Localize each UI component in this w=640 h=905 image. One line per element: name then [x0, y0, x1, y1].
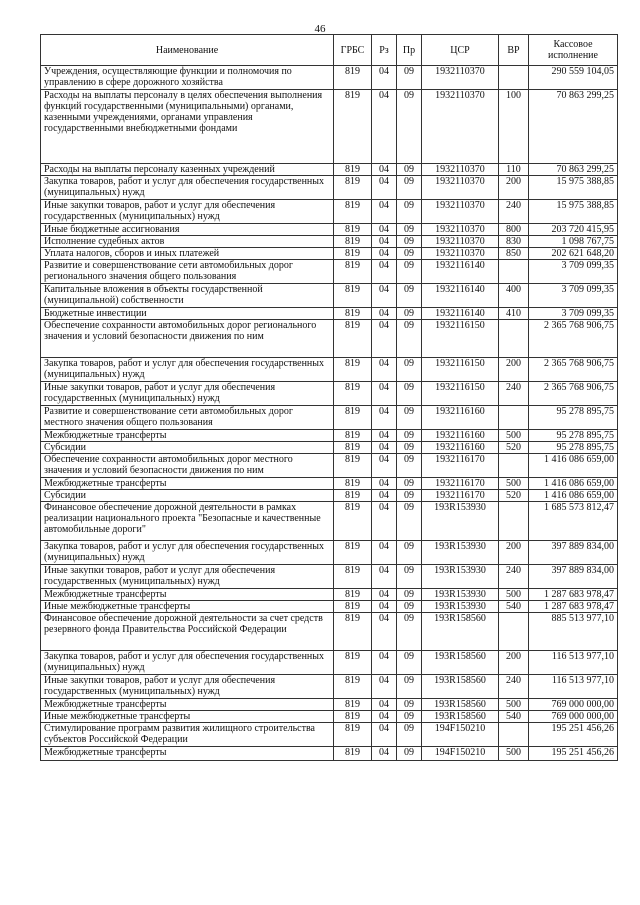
cell-csr: 194F150210 [422, 723, 499, 747]
cell-name: Межбюджетные трансферты [41, 699, 334, 711]
cell-csr: 193R158560 [422, 675, 499, 699]
cell-vr [499, 260, 529, 284]
column-header-pr: Пр [397, 35, 422, 66]
table-row [41, 248, 618, 260]
cell-amount: 1 287 683 978,47 [529, 601, 618, 613]
cell-rz: 04 [372, 200, 397, 224]
cell-csr: 1932116160 [422, 430, 499, 442]
cell-pr: 09 [397, 176, 422, 200]
cell-grbs: 819 [334, 478, 372, 490]
cell-rz: 04 [372, 248, 397, 260]
cell-amount: 203 720 415,95 [529, 224, 618, 236]
cell-pr: 09 [397, 90, 422, 164]
table-row [41, 406, 618, 430]
cell-vr: 540 [499, 601, 529, 613]
table-row [41, 224, 618, 236]
table-row [41, 601, 618, 613]
cell-amount: 1 416 086 659,00 [529, 454, 618, 478]
table-row [41, 90, 618, 164]
cell-amount: 15 975 388,85 [529, 176, 618, 200]
cell-name: Межбюджетные трансферты [41, 747, 334, 761]
cell-name: Расходы на выплаты персоналу казенных учреждений [41, 164, 334, 176]
table-row [41, 284, 618, 308]
cell-csr: 1932116140 [422, 308, 499, 320]
cell-grbs: 819 [334, 320, 372, 358]
cell-csr: 1932116160 [422, 442, 499, 454]
cell-grbs: 819 [334, 675, 372, 699]
cell-name: Межбюджетные трансферты [41, 478, 334, 490]
cell-rz: 04 [372, 224, 397, 236]
table-row [41, 164, 618, 176]
table-row [41, 200, 618, 224]
cell-pr: 09 [397, 711, 422, 723]
cell-name: Иные бюджетные ассигнования [41, 224, 334, 236]
cell-name: Уплата налогов, сборов и иных платежей [41, 248, 334, 260]
cell-rz: 04 [372, 601, 397, 613]
cell-pr: 09 [397, 675, 422, 699]
cell-grbs: 819 [334, 699, 372, 711]
cell-grbs: 819 [334, 430, 372, 442]
cell-grbs: 819 [334, 565, 372, 589]
table-row [41, 430, 618, 442]
cell-pr: 09 [397, 236, 422, 248]
cell-grbs: 819 [334, 200, 372, 224]
cell-amount: 1 416 086 659,00 [529, 478, 618, 490]
cell-grbs: 819 [334, 723, 372, 747]
cell-csr: 1932116150 [422, 382, 499, 406]
cell-pr: 09 [397, 430, 422, 442]
cell-csr: 193R158560 [422, 711, 499, 723]
cell-name: Закупка товаров, работ и услуг для обеспечения государственных (муниципальных) нужд [41, 651, 334, 675]
cell-rz: 04 [372, 430, 397, 442]
cell-grbs: 819 [334, 66, 372, 90]
table-row [41, 675, 618, 699]
cell-amount: 397 889 834,00 [529, 565, 618, 589]
cell-rz: 04 [372, 66, 397, 90]
cell-vr: 500 [499, 699, 529, 711]
table-row [41, 478, 618, 490]
cell-name: Развитие и совершенствование сети автомобильных дорог регионального значения общего пользования [41, 260, 334, 284]
cell-amount: 95 278 895,75 [529, 442, 618, 454]
cell-csr: 1932110370 [422, 90, 499, 164]
cell-vr: 240 [499, 382, 529, 406]
table-row [41, 747, 618, 761]
table-row [41, 260, 618, 284]
cell-grbs: 819 [334, 711, 372, 723]
cell-name: Иные закупки товаров, работ и услуг для обеспечения государственных (муниципальных) нужд [41, 565, 334, 589]
cell-name: Капитальные вложения в объекты государственной (муниципальной) собственности [41, 284, 334, 308]
cell-csr: 193R153930 [422, 565, 499, 589]
cell-pr: 09 [397, 478, 422, 490]
cell-csr: 1932116140 [422, 284, 499, 308]
column-header-csr: ЦСР [422, 35, 499, 66]
cell-rz: 04 [372, 406, 397, 430]
cell-amount: 1 098 767,75 [529, 236, 618, 248]
cell-vr [499, 613, 529, 651]
cell-amount: 3 709 099,35 [529, 308, 618, 320]
cell-vr: 410 [499, 308, 529, 320]
cell-pr: 09 [397, 589, 422, 601]
cell-name: Межбюджетные трансферты [41, 589, 334, 601]
cell-pr: 09 [397, 200, 422, 224]
cell-grbs: 819 [334, 442, 372, 454]
cell-amount: 15 975 388,85 [529, 200, 618, 224]
cell-grbs: 819 [334, 490, 372, 502]
cell-name: Закупка товаров, работ и услуг для обеспечения государственных (муниципальных) нужд [41, 358, 334, 382]
cell-rz: 04 [372, 675, 397, 699]
cell-rz: 04 [372, 613, 397, 651]
cell-amount: 202 621 648,20 [529, 248, 618, 260]
cell-vr [499, 454, 529, 478]
cell-name: Исполнение судебных актов [41, 236, 334, 248]
cell-name: Иные межбюджетные трансферты [41, 711, 334, 723]
cell-csr: 1932110370 [422, 200, 499, 224]
cell-amount: 3 709 099,35 [529, 260, 618, 284]
table-row [41, 723, 618, 747]
cell-pr: 09 [397, 320, 422, 358]
cell-vr: 240 [499, 200, 529, 224]
cell-vr: 830 [499, 236, 529, 248]
cell-amount: 116 513 977,10 [529, 675, 618, 699]
cell-vr: 800 [499, 224, 529, 236]
cell-pr: 09 [397, 442, 422, 454]
cell-vr: 240 [499, 565, 529, 589]
cell-amount: 2 365 768 906,75 [529, 320, 618, 358]
cell-grbs: 819 [334, 589, 372, 601]
table-row [41, 358, 618, 382]
column-header-rz: Рз [372, 35, 397, 66]
table-row [41, 176, 618, 200]
cell-csr: 1932116150 [422, 320, 499, 358]
cell-name: Иные закупки товаров, работ и услуг для обеспечения государственных (муниципальных) нужд [41, 675, 334, 699]
cell-csr: 1932110370 [422, 224, 499, 236]
cell-csr: 1932116150 [422, 358, 499, 382]
cell-amount: 397 889 834,00 [529, 541, 618, 565]
cell-rz: 04 [372, 490, 397, 502]
cell-name: Субсидии [41, 442, 334, 454]
cell-rz: 04 [372, 382, 397, 406]
cell-amount: 769 000 000,00 [529, 711, 618, 723]
cell-pr: 09 [397, 490, 422, 502]
cell-rz: 04 [372, 260, 397, 284]
table-row [41, 565, 618, 589]
cell-csr: 193R158560 [422, 651, 499, 675]
cell-rz: 04 [372, 164, 397, 176]
table-row [41, 382, 618, 406]
cell-name: Бюджетные инвестиции [41, 308, 334, 320]
cell-csr: 193R153930 [422, 601, 499, 613]
cell-pr: 09 [397, 308, 422, 320]
cell-name: Финансовое обеспечение дорожной деятельности в рамках реализации национального проекта "Безопасные и качественные автомобильные дороги" [41, 502, 334, 541]
cell-csr: 1932110370 [422, 236, 499, 248]
cell-grbs: 819 [334, 284, 372, 308]
cell-name: Закупка товаров, работ и услуг для обеспечения государственных (муниципальных) нужд [41, 176, 334, 200]
cell-amount: 116 513 977,10 [529, 651, 618, 675]
cell-csr: 193R153930 [422, 541, 499, 565]
cell-vr [499, 502, 529, 541]
cell-grbs: 819 [334, 613, 372, 651]
cell-amount: 1 416 086 659,00 [529, 490, 618, 502]
table-row [41, 308, 618, 320]
cell-grbs: 819 [334, 224, 372, 236]
table-row [41, 454, 618, 478]
table-row [41, 699, 618, 711]
cell-rz: 04 [372, 308, 397, 320]
cell-pr: 09 [397, 260, 422, 284]
cell-vr: 200 [499, 541, 529, 565]
cell-amount: 3 709 099,35 [529, 284, 618, 308]
cell-csr: 194F150210 [422, 747, 499, 761]
cell-vr: 200 [499, 651, 529, 675]
cell-pr: 09 [397, 699, 422, 711]
column-header-grbs: ГРБС [334, 35, 372, 66]
cell-name: Иные закупки товаров, работ и услуг для обеспечения государственных (муниципальных) нужд [41, 200, 334, 224]
cell-amount: 1 287 683 978,47 [529, 589, 618, 601]
cell-vr [499, 406, 529, 430]
cell-amount: 885 513 977,10 [529, 613, 618, 651]
cell-grbs: 819 [334, 248, 372, 260]
table-row [41, 320, 618, 358]
cell-grbs: 819 [334, 541, 372, 565]
table-row [41, 502, 618, 541]
cell-pr: 09 [397, 502, 422, 541]
table-row [41, 541, 618, 565]
cell-csr: 1932110370 [422, 66, 499, 90]
cell-name: Учреждения, осуществляющие функции и полномочия по управлению в сфере дорожного хозяйства [41, 66, 334, 90]
cell-rz: 04 [372, 541, 397, 565]
table-header-row [41, 35, 618, 66]
cell-grbs: 819 [334, 164, 372, 176]
cell-rz: 04 [372, 711, 397, 723]
cell-pr: 09 [397, 224, 422, 236]
cell-pr: 09 [397, 164, 422, 176]
cell-amount: 95 278 895,75 [529, 430, 618, 442]
table-row [41, 236, 618, 248]
cell-rz: 04 [372, 236, 397, 248]
cell-amount: 769 000 000,00 [529, 699, 618, 711]
cell-vr: 200 [499, 176, 529, 200]
cell-name: Закупка товаров, работ и услуг для обеспечения государственных (муниципальных) нужд [41, 541, 334, 565]
cell-rz: 04 [372, 565, 397, 589]
cell-rz: 04 [372, 358, 397, 382]
cell-name: Расходы на выплаты персоналу в целях обеспечения выполнения функций государственными (муниципальными) органами, казенными учреждениями, органами управления государственными внебюджетными фондами [41, 90, 334, 164]
cell-vr: 110 [499, 164, 529, 176]
cell-grbs: 819 [334, 406, 372, 430]
cell-pr: 09 [397, 747, 422, 761]
cell-grbs: 819 [334, 601, 372, 613]
cell-grbs: 819 [334, 502, 372, 541]
column-header-name: Наименование [41, 35, 334, 66]
table-row [41, 651, 618, 675]
cell-vr: 500 [499, 430, 529, 442]
cell-pr: 09 [397, 454, 422, 478]
cell-grbs: 819 [334, 176, 372, 200]
cell-grbs: 819 [334, 358, 372, 382]
cell-amount: 290 559 104,05 [529, 66, 618, 90]
cell-name: Субсидии [41, 490, 334, 502]
cell-vr [499, 723, 529, 747]
cell-amount: 1 685 573 812,47 [529, 502, 618, 541]
table-row [41, 66, 618, 90]
budget-execution-table [40, 34, 618, 761]
cell-csr: 1932110370 [422, 164, 499, 176]
cell-pr: 09 [397, 358, 422, 382]
cell-csr: 1932116170 [422, 478, 499, 490]
cell-csr: 1932110370 [422, 248, 499, 260]
cell-pr: 09 [397, 284, 422, 308]
cell-vr: 100 [499, 90, 529, 164]
cell-vr: 200 [499, 358, 529, 382]
cell-vr: 520 [499, 490, 529, 502]
cell-rz: 04 [372, 176, 397, 200]
cell-rz: 04 [372, 747, 397, 761]
cell-name: Развитие и совершенствование сети автомобильных дорог местного значения общего пользования [41, 406, 334, 430]
cell-amount: 2 365 768 906,75 [529, 382, 618, 406]
cell-grbs: 819 [334, 308, 372, 320]
cell-csr: 1932116170 [422, 490, 499, 502]
cell-grbs: 819 [334, 747, 372, 761]
table-row [41, 711, 618, 723]
cell-pr: 09 [397, 601, 422, 613]
cell-vr: 500 [499, 747, 529, 761]
cell-rz: 04 [372, 90, 397, 164]
cell-amount: 95 278 895,75 [529, 406, 618, 430]
cell-name: Обеспечение сохранности автомобильных дорог регионального значения и условий безопасности движения по ним [41, 320, 334, 358]
cell-csr: 1932116160 [422, 406, 499, 430]
table-row [41, 589, 618, 601]
cell-csr: 1932110370 [422, 176, 499, 200]
cell-csr: 193R153930 [422, 589, 499, 601]
cell-rz: 04 [372, 478, 397, 490]
column-header-amount: Кассовое исполнение [529, 35, 618, 66]
cell-vr: 540 [499, 711, 529, 723]
cell-amount: 195 251 456,26 [529, 723, 618, 747]
cell-pr: 09 [397, 541, 422, 565]
cell-pr: 09 [397, 651, 422, 675]
cell-name: Стимулирование программ развития жилищного строительства субъектов Российской Федерации [41, 723, 334, 747]
cell-csr: 1932116170 [422, 454, 499, 478]
cell-pr: 09 [397, 382, 422, 406]
cell-rz: 04 [372, 502, 397, 541]
cell-csr: 193R158560 [422, 699, 499, 711]
cell-vr: 400 [499, 284, 529, 308]
cell-rz: 04 [372, 723, 397, 747]
cell-rz: 04 [372, 442, 397, 454]
cell-rz: 04 [372, 284, 397, 308]
cell-pr: 09 [397, 723, 422, 747]
cell-name: Иные межбюджетные трансферты [41, 601, 334, 613]
cell-amount: 195 251 456,26 [529, 747, 618, 761]
table-row [41, 442, 618, 454]
cell-pr: 09 [397, 406, 422, 430]
cell-pr: 09 [397, 66, 422, 90]
cell-grbs: 819 [334, 651, 372, 675]
cell-amount: 70 863 299,25 [529, 164, 618, 176]
cell-csr: 1932116140 [422, 260, 499, 284]
cell-vr [499, 320, 529, 358]
cell-rz: 04 [372, 320, 397, 358]
cell-vr: 500 [499, 478, 529, 490]
cell-grbs: 819 [334, 454, 372, 478]
cell-pr: 09 [397, 565, 422, 589]
cell-vr: 240 [499, 675, 529, 699]
table-row [41, 490, 618, 502]
cell-grbs: 819 [334, 382, 372, 406]
cell-rz: 04 [372, 699, 397, 711]
column-header-vr: ВР [499, 35, 529, 66]
cell-grbs: 819 [334, 236, 372, 248]
table-row [41, 613, 618, 651]
cell-vr: 520 [499, 442, 529, 454]
cell-grbs: 819 [334, 260, 372, 284]
cell-name: Межбюджетные трансферты [41, 430, 334, 442]
cell-csr: 193R158560 [422, 613, 499, 651]
page-number: 46 [314, 23, 326, 35]
cell-name: Иные закупки товаров, работ и услуг для обеспечения государственных (муниципальных) нужд [41, 382, 334, 406]
cell-vr: 500 [499, 589, 529, 601]
cell-rz: 04 [372, 454, 397, 478]
cell-pr: 09 [397, 248, 422, 260]
cell-grbs: 819 [334, 90, 372, 164]
cell-rz: 04 [372, 651, 397, 675]
cell-vr [499, 66, 529, 90]
cell-rz: 04 [372, 589, 397, 601]
cell-vr: 850 [499, 248, 529, 260]
cell-name: Обеспечение сохранности автомобильных дорог местного значения и условий безопасности движения по ним [41, 454, 334, 478]
cell-amount: 2 365 768 906,75 [529, 358, 618, 382]
cell-csr: 193R153930 [422, 502, 499, 541]
cell-pr: 09 [397, 613, 422, 651]
cell-name: Финансовое обеспечение дорожной деятельности за счет средств резервного фонда Правительства Российской Федерации [41, 613, 334, 651]
cell-amount: 70 863 299,25 [529, 90, 618, 164]
